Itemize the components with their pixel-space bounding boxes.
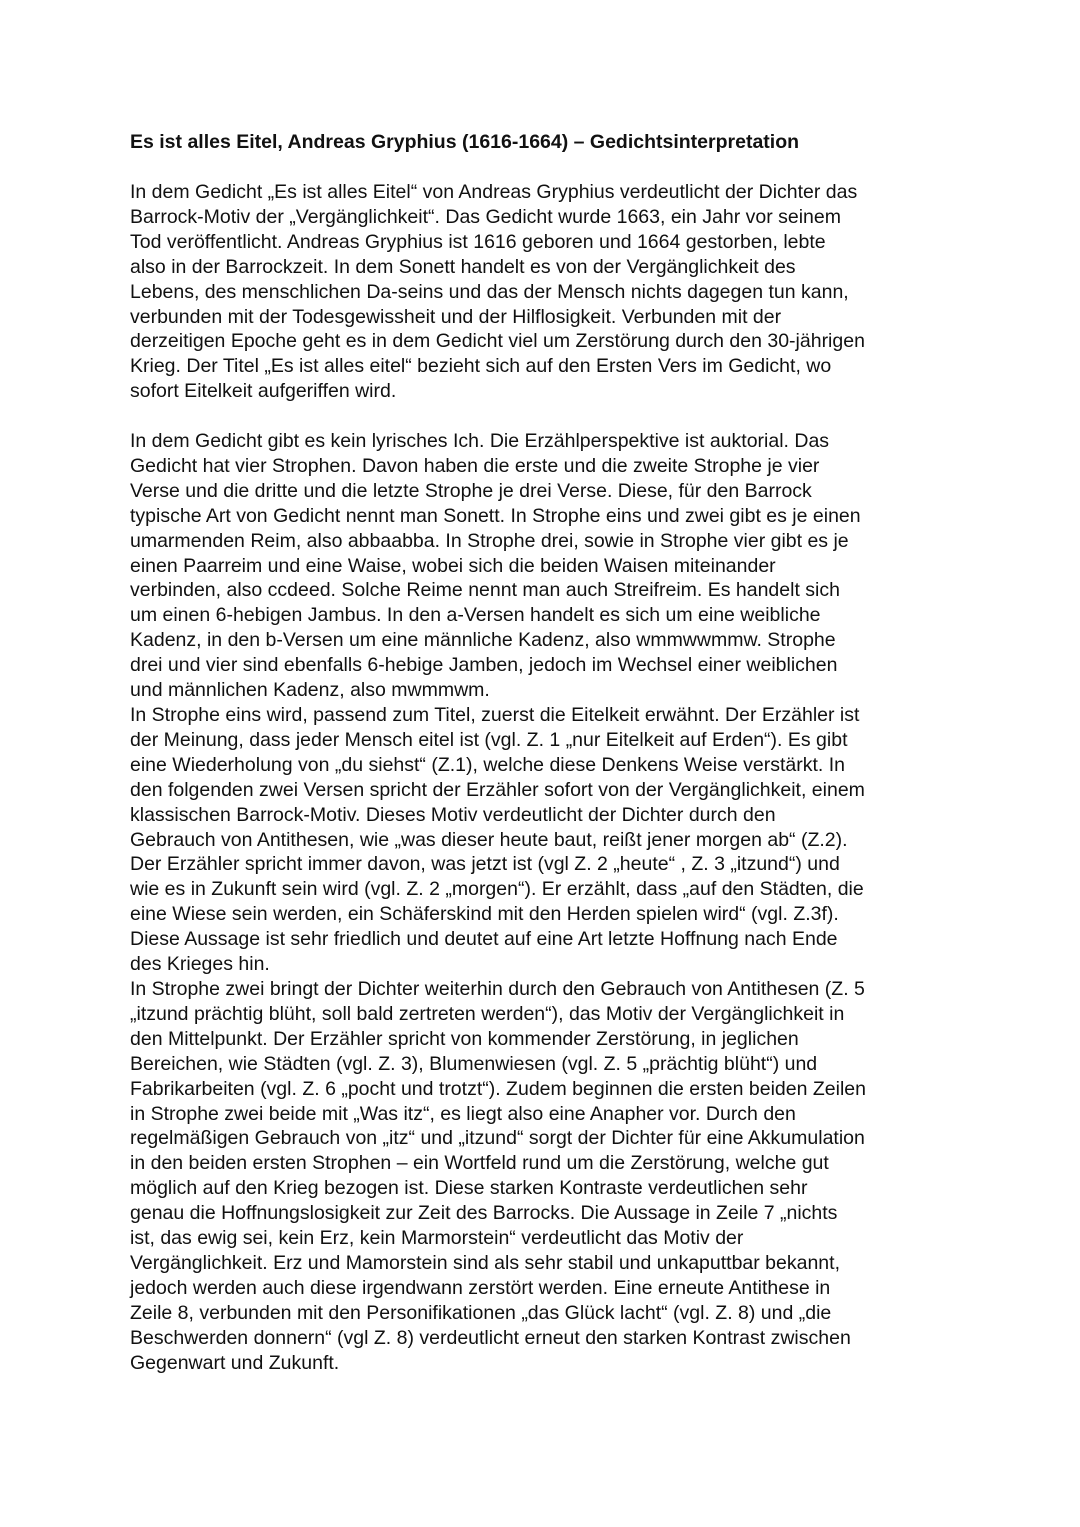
text-line: drei und vier sind ebenfalls 6-hebige Jamben, jedoch im Wechsel einer weiblichen (130, 654, 838, 677)
text-line: klassischen Barrock-Motiv. Dieses Motiv verdeutlicht der Dichter durch den (130, 803, 776, 826)
paragraph-stanza-one (130, 703, 960, 977)
text-line: Bereichen, wie Städten (vgl. Z. 3), Blumenwiesen (vgl. Z. 5 „prächtig blüht“) und (130, 1052, 818, 1075)
document-title: Es ist alles Eitel, Andreas Gryphius (1616-1664) – Gedichtsinterpretation (130, 131, 800, 153)
paragraph-stanza-two (130, 977, 960, 1376)
paragraph-introduction (130, 180, 960, 404)
text-line: Kadenz, in den b-Versen um eine männliche Kadenz, also wmmwwmmw. Strophe (130, 629, 836, 652)
text-line: jedoch werden auch diese irgendwann zerstört werden. Eine erneute Antithese in (130, 1276, 831, 1299)
text-line: In dem Gedicht „Es ist alles Eitel“ von Andreas Gryphius verdeutlicht der Dichter das (130, 181, 858, 203)
text-line: Vergänglichkeit. Erz und Mamorstein sind als sehr stabil und unkaputtbar bekannt, (130, 1251, 840, 1274)
text-line: Beschwerden donnern“ (vgl Z. 8) verdeutlicht erneut den starken Kontrast zwischen (130, 1326, 851, 1349)
text-line: eine Wiederholung von „du siehst“ (Z.1), welche diese Denkens Weise verstärkt. In (130, 753, 845, 776)
text-line: regelmäßigen Gebrauch von „itz“ und „itzund“ sorgt der Dichter für eine Akkumulation (130, 1127, 865, 1150)
text-line: sofort Eitelkeit aufgeriffen wird. (130, 380, 397, 403)
text-line: in Strophe zwei beide mit „Was itz“, es liegt also eine Anapher vor. Durch den (130, 1102, 796, 1125)
paragraph-form-analysis (130, 429, 960, 703)
text-line: der Meinung, dass jeder Mensch eitel ist (vgl. Z. 1 „nur Eitelkeit auf Erden“). Es gibt (130, 728, 848, 751)
paragraph-spacer (130, 404, 960, 429)
text-line: In Strophe zwei bringt der Dichter weiterhin durch den Gebrauch von Antithesen (Z. 5 (130, 977, 865, 1000)
text-line: umarmenden Reim, also abbaabba. In Strophe drei, sowie in Strophe vier gibt es je (130, 529, 849, 552)
text-line: um einen 6-hebigen Jambus. In den a-Versen handelt es sich um eine weibliche (130, 604, 821, 627)
text-line: des Krieges hin. (130, 953, 270, 976)
text-line: in den beiden ersten Strophen – ein Wortfeld rund um die Zerstörung, welche gut (130, 1152, 829, 1175)
text-line: einen Paarreim und eine Waise, wobei sich die beiden Waisen miteinander (130, 554, 776, 577)
text-line: Zeile 8, verbunden mit den Personifikationen „das Glück lacht“ (vgl. Z. 8) und „die (130, 1301, 832, 1324)
text-line: Barrock-Motiv der „Vergänglichkeit“. Das Gedicht wurde 1663, ein Jahr vor seinem (130, 205, 841, 228)
text-line: den Mittelpunkt. Der Erzähler spricht von kommender Zerstörung, in jeglichen (130, 1027, 799, 1050)
text-line: eine Wiese sein werden, ein Schäferskind mit den Herden spielen wird“ (vgl. Z.3f). (130, 903, 839, 926)
text-line: In Strophe eins wird, passend zum Titel, zuerst die Eitelkeit erwähnt. Der Erzähler ist (130, 704, 860, 727)
text-line: wie es in Zukunft sein wird (vgl. Z. 2 „morgen“). Er erzählt, dass „auf den Städten, die (130, 878, 864, 901)
text-line: typische Art von Gedicht nennt man Sonett. In Strophe eins und zwei gibt es je einen (130, 504, 861, 527)
text-line: Der Erzähler spricht immer davon, was jetzt ist (vgl Z. 2 „heute“ , Z. 3 „itzund“) und (130, 853, 840, 876)
text-line: Krieg. Der Titel „Es ist alles eitel“ bezieht sich auf den Ersten Vers im Gedicht, wo (130, 355, 832, 378)
text-line: Lebens, des menschlichen Da-seins und das der Mensch nichts dagegen tun kann, (130, 280, 849, 303)
text-line: verbinden, also ccdeed. Solche Reime nennt man auch Streifreim. Es handelt sich (130, 579, 840, 602)
text-line: genau die Hoffnungslosigkeit zur Zeit des Barrocks. Die Aussage in Zeile 7 „nichts (130, 1202, 838, 1225)
text-line: derzeitigen Epoche geht es in dem Gedicht viel um Zerstörung durch den 30-jährigen (130, 330, 865, 353)
text-line: möglich auf den Krieg bezogen ist. Diese starken Kontraste verdeutlichen sehr (130, 1177, 808, 1200)
text-line: also in der Barrockzeit. In dem Sonett handelt es von der Vergänglichkeit des (130, 255, 796, 278)
text-line: Diese Aussage ist sehr friedlich und deutet auf eine Art letzte Hoffnung nach Ende (130, 928, 838, 951)
text-line: Fabrikarbeiten (vgl. Z. 6 „pocht und trotzt“). Zudem beginnen die ersten beiden Zeilen (130, 1077, 866, 1100)
text-line: Gedicht hat vier Strophen. Davon haben die erste und die zweite Strophe je vier (130, 454, 820, 477)
text-line: Gebrauch von Antithesen, wie „was dieser heute baut, reißt jener morgen ab“ (Z.2). (130, 828, 848, 851)
document-body (130, 180, 960, 1375)
text-line: Verse und die dritte und die letzte Strophe je drei Verse. Diese, für den Barrock (130, 479, 812, 502)
text-line: und männlichen Kadenz, also mwmmwm. (130, 679, 490, 702)
text-line: Gegenwart und Zukunft. (130, 1351, 340, 1374)
text-line: Tod veröffentlicht. Andreas Gryphius ist 1616 geboren und 1664 gestorben, lebte (130, 230, 826, 253)
text-line: In dem Gedicht gibt es kein lyrisches Ich. Die Erzählperspektive ist auktorial. Das (130, 430, 830, 453)
text-line: den folgenden zwei Versen spricht der Erzähler sofort von der Vergänglichkeit, einem (130, 778, 865, 801)
text-line: „itzund prächtig blüht, soll bald zertreten werden“), das Motiv der Vergänglichkeit in (130, 1002, 845, 1025)
document-content (130, 130, 960, 1375)
text-line: verbunden mit der Todesgewissheit und der Hilflosigkeit. Verbunden mit der (130, 305, 782, 328)
text-line: ist, das ewig sei, kein Erz, kein Marmorstein“ verdeutlicht das Motiv der (130, 1227, 744, 1250)
